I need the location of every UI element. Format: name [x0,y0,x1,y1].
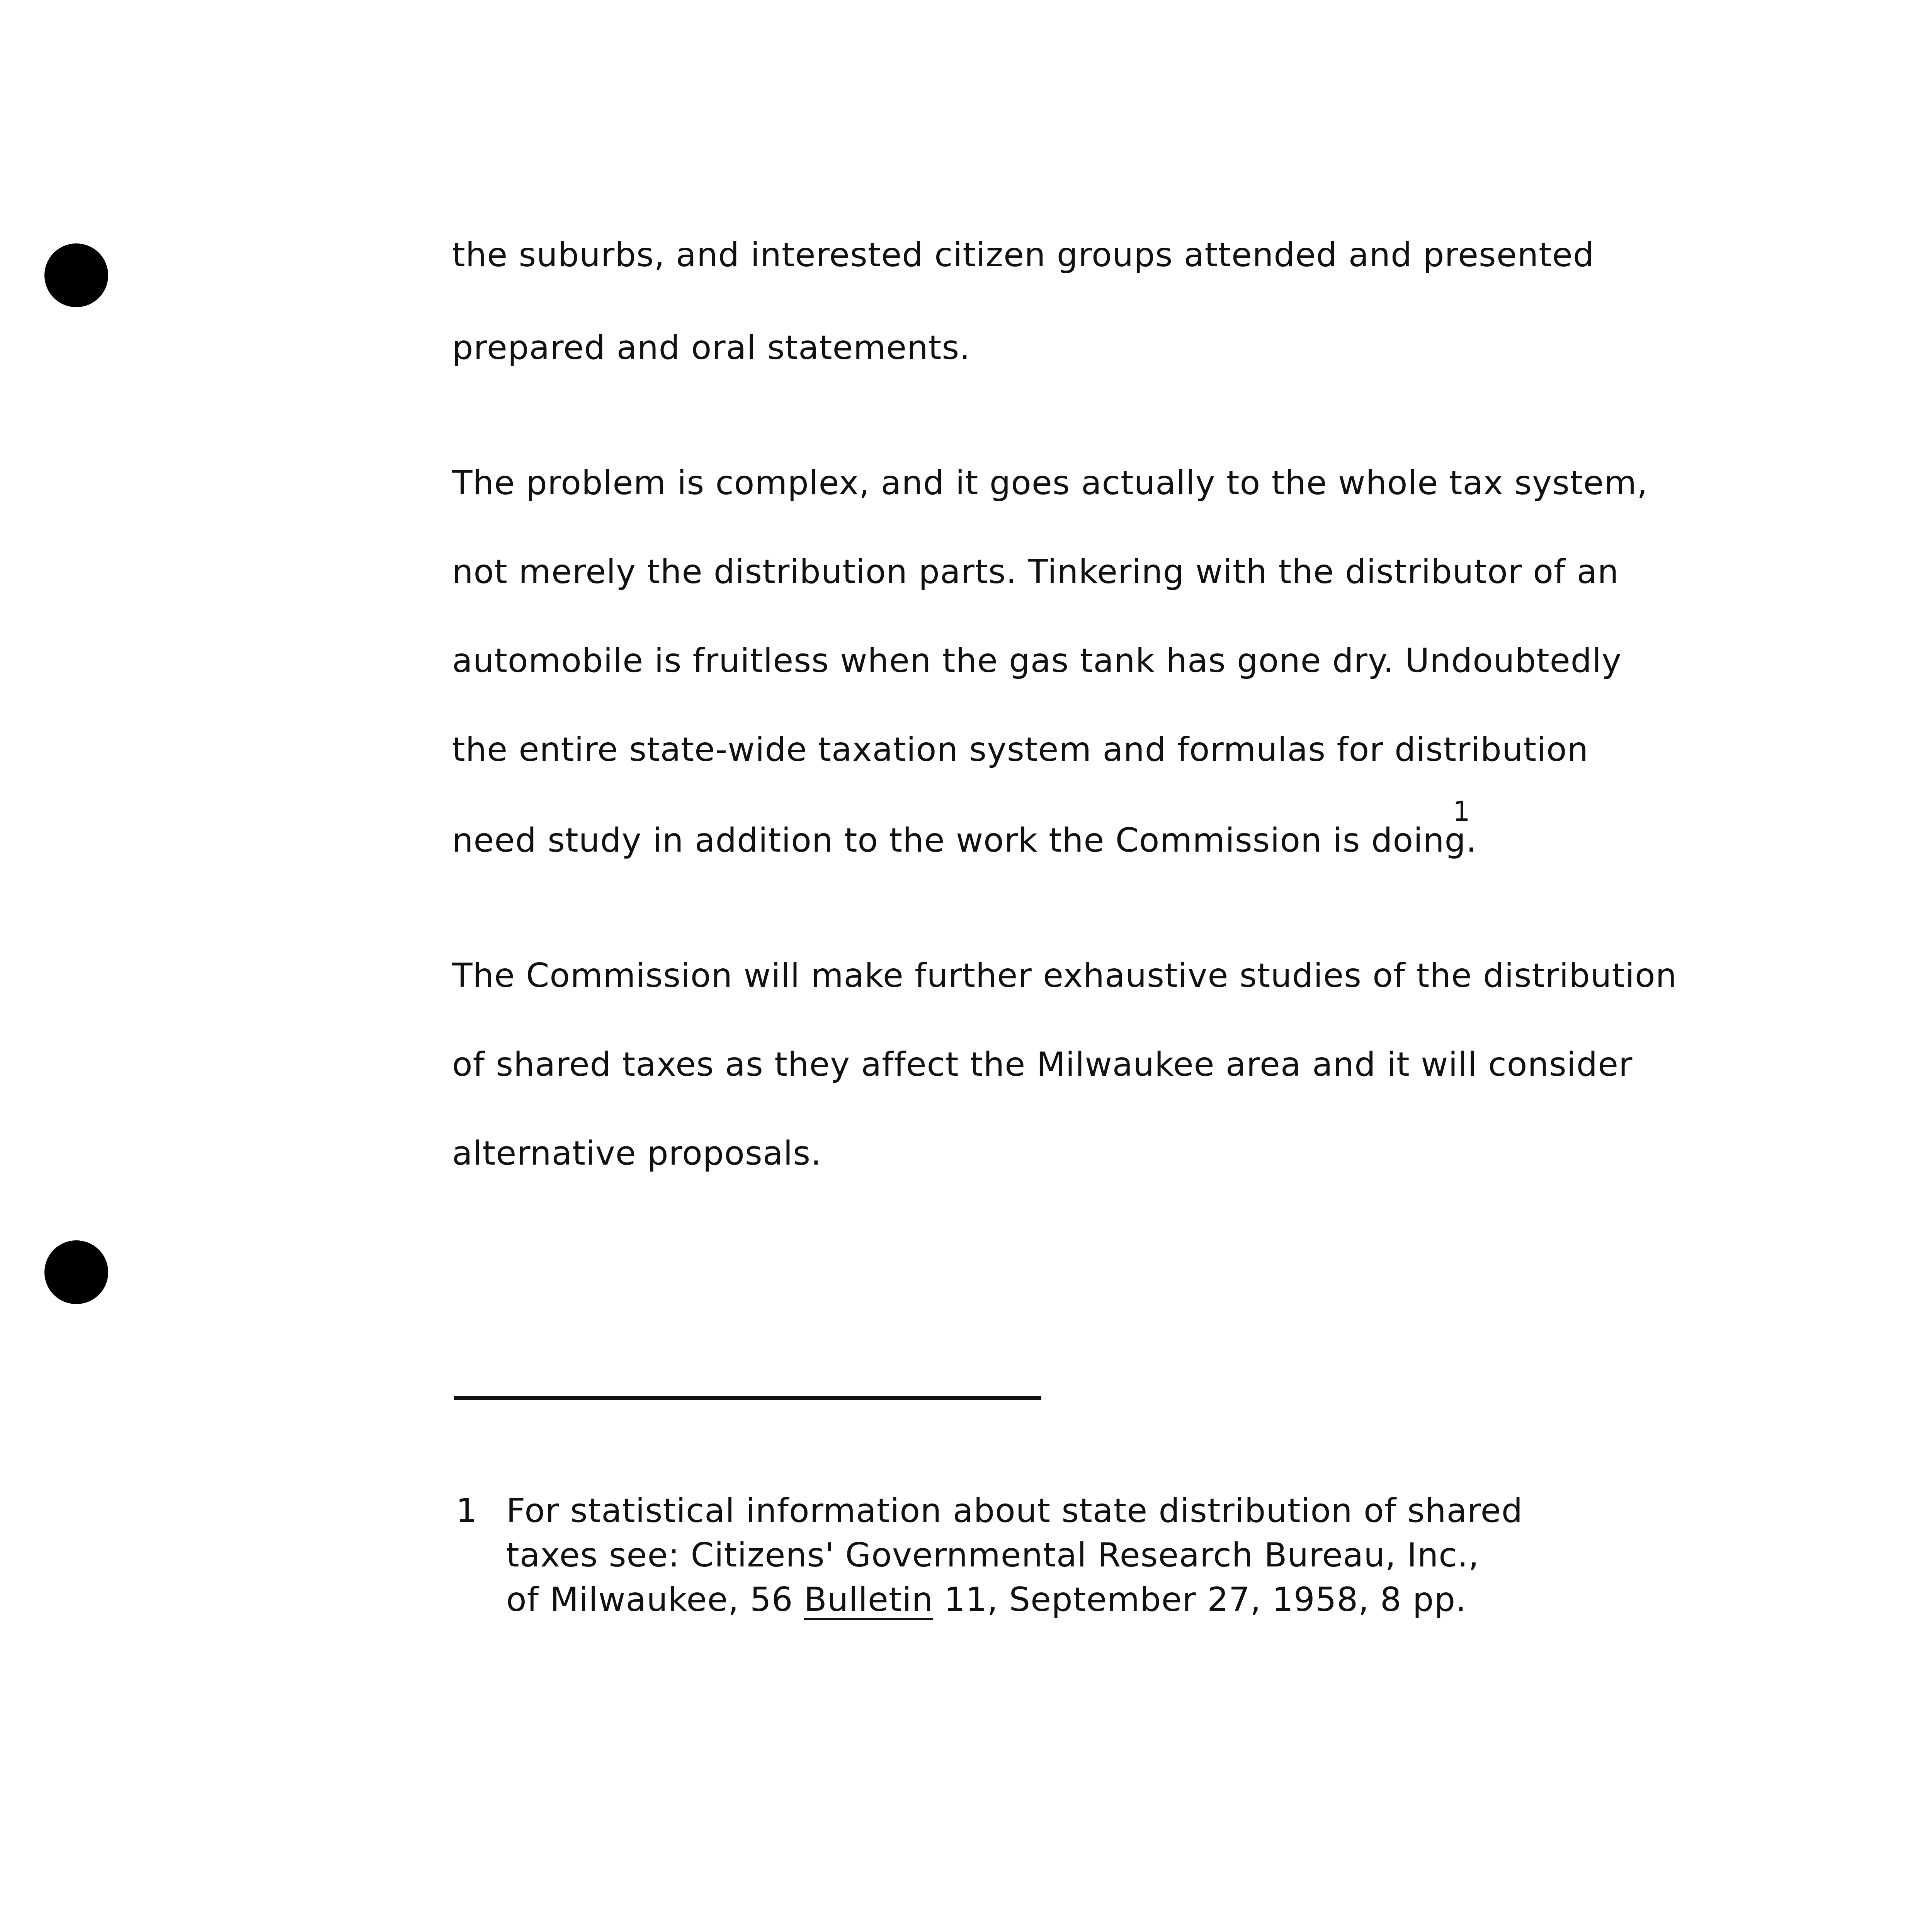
footnote-line-3-suffix: 11, September 27, 1958, 8 pp. [933,1580,1467,1619]
bulletin-title: Bulletin [804,1580,934,1619]
footnote-line-3 [506,1578,1466,1621]
binder-hole-middle [44,1240,108,1304]
footnote-line-1: For statistical information about state distribution of shared [506,1492,1523,1530]
paragraph-2-line-5: need study in addition to the work the Commission is doing. [452,821,1477,860]
paragraph-2-line-3: automobile is fruitless when the gas tank has gone dry. Undoubtedly [452,641,1622,680]
binder-hole-top [44,243,108,307]
paragraph-3-line-3: alternative proposals. [452,1134,822,1173]
footnote-marker: 1 [1453,796,1470,827]
paragraph-2-line-1: The problem is complex, and it goes actually to the whole tax system, [452,464,1648,502]
footnote-separator [454,1396,1041,1400]
paragraph-1-line-2: prepared and oral statements. [452,328,971,367]
paragraph-2-line-4: the entire state-wide taxation system and formulas for distribution [452,730,1589,769]
paragraph-2-line-2: not merely the distribution parts. Tinkering with the distributor of an [452,553,1619,591]
footnote-line-3-prefix: of Milwaukee, 56 [506,1580,804,1619]
paragraph-1-line-1: the suburbs, and interested citizen groups attended and presented [452,236,1595,274]
paragraph-3-line-2: of shared taxes as they affect the Milwaukee area and it will consider [452,1045,1633,1084]
footnote-number: 1 [456,1492,477,1530]
paragraph-3-line-1: The Commission will make further exhaustive studies of the distribution [452,956,1677,995]
footnote-line-2: taxes see: Citizens' Governmental Research Bureau, Inc., [506,1536,1480,1575]
